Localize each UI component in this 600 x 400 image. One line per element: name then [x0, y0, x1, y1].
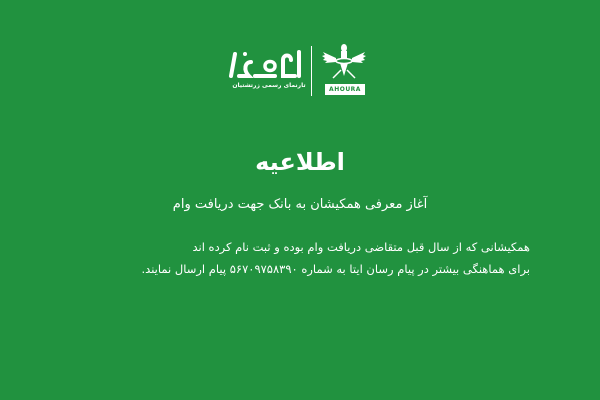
notice-body-line: همکیشانی که از سال قبل متقاضی دریافت وام بوده و ثبت نام کرده اند — [192, 240, 530, 254]
notice-body-line: برای هماهنگی بیشتر در پیام رسان ایتا به شماره ۵۶۷۰۹۷۵۸۳۹۰ پیام ارسال نمایند. — [141, 262, 530, 276]
logo-divider — [311, 46, 312, 96]
notice-subtitle: آغاز معرفی همکیشان به بانک جهت دریافت وام — [172, 197, 428, 212]
logo-tagline: تارنمای رسمی زرتشتیان — [232, 82, 306, 89]
faravahar-icon — [321, 42, 367, 80]
logo-emblem-label: AHOURA — [325, 84, 365, 95]
notice-body — [72, 236, 530, 280]
ahoura-wordmark-logo — [225, 46, 305, 86]
ahoura-logo — [225, 42, 375, 102]
page-title: اطلاعیه — [255, 148, 345, 176]
